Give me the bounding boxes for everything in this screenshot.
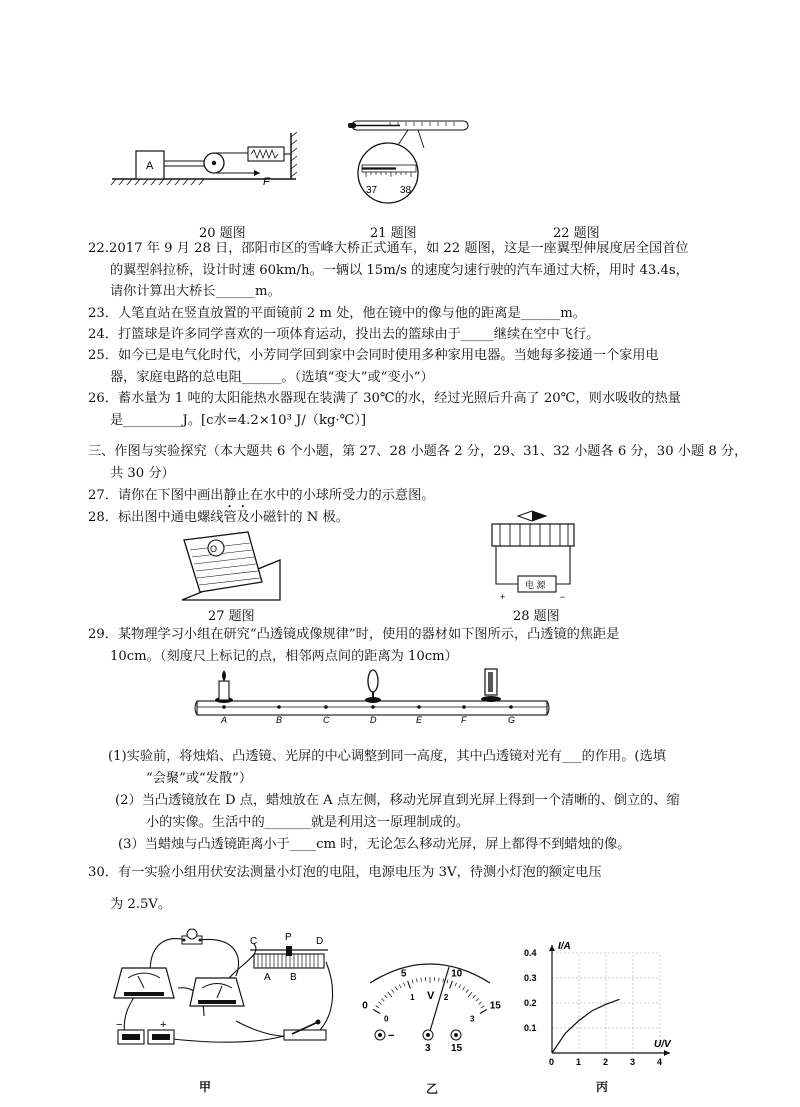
q29-sub2-line2: 小的实像。生活中的_______就是利用这一原理制成的。 — [146, 815, 470, 830]
terminal-c: C — [250, 936, 258, 947]
thermo-37-label: 37 — [366, 185, 378, 196]
dial-tick — [466, 989, 468, 992]
x-tick-label: 4 — [657, 1057, 663, 1065]
q29-line2: 10cm。（刻度尺上标记的点，相邻两点间的距离为 10cm） — [110, 649, 458, 664]
y-tick-label: 0.2 — [524, 998, 537, 1008]
terminal-a: A — [264, 972, 271, 983]
solenoid — [492, 524, 574, 546]
dial-tick — [463, 987, 465, 990]
dial-tick — [479, 1002, 482, 1004]
candle — [215, 670, 233, 703]
dial-outer-label: 5 — [400, 968, 407, 980]
dial-tick — [473, 995, 476, 998]
convex-lens — [365, 670, 381, 703]
section3-heading: 三、作图与实验探究（本大题共 6 个小题，第 27、28 小题各 2 分，29、31、32 小题各 6 分，30 小题 8 分， — [88, 444, 748, 459]
fig-bing-graph — [520, 935, 690, 1065]
q30-line2: 为 2.5V。 — [110, 897, 172, 912]
y-tick-label: 0.4 — [524, 948, 537, 958]
dial-tick — [388, 992, 392, 997]
rail-label-d: D — [370, 715, 377, 725]
emphasis-static: 静止 — [223, 488, 250, 503]
term-3: 3 — [425, 1043, 431, 1054]
caption-bing: 丙 — [596, 1080, 609, 1094]
q29-line1: 29．某物理学习小组在研究“凸透镜成像规律”时，使用的器材如下图所示，凸透镜的焦距是 — [88, 627, 620, 642]
dial-tick — [421, 978, 422, 982]
rail-label-f: F — [461, 715, 467, 725]
q24-text: 24．打篮球是许多同学喜欢的一项体育运动，投出去的篮球由于_____继续在空中飞行。 — [88, 327, 600, 342]
dial-tick — [481, 1006, 484, 1008]
fig27-diagram — [182, 532, 280, 600]
caption-fig22: 22 题图 — [553, 226, 600, 241]
q26-line2: 是_________J。[c水=4.2×10³ J/（kg·℃）] — [110, 413, 367, 428]
box-a-label: A — [146, 160, 154, 172]
caption-fig21: 21 题图 — [370, 226, 417, 241]
dial-tick — [416, 978, 417, 982]
rail-label-g: G — [508, 715, 516, 725]
rail-point-g — [509, 705, 513, 709]
y-tick-label: 0.3 — [524, 973, 537, 983]
dial-tick — [439, 978, 440, 982]
rail-point-a — [222, 705, 226, 709]
rail-label-b: B — [276, 715, 283, 725]
caption-fig28: 28 题图 — [513, 609, 560, 624]
x-tick-label: 2 — [603, 1057, 609, 1065]
voltmeter — [190, 978, 244, 1006]
bulb — [182, 929, 202, 944]
plus-terminal: + — [500, 592, 506, 602]
dial-tick — [455, 983, 457, 987]
x-axis-label: U/V — [654, 1039, 671, 1050]
dial-inner-label: 3 — [470, 1014, 475, 1024]
caption-yi: 乙 — [426, 1082, 439, 1096]
q29-sub3: (3）当蜡烛与凸透镜距离小于____cm 时，无论怎么移动光屏，屏上都得不到蜡烛的像。 — [118, 837, 631, 852]
q27-text: 27．请你在下图中画出静止在水中的小球所受力的示意图。 — [88, 488, 435, 503]
dial-inner-label: 1 — [410, 992, 415, 1002]
rail-point-f — [462, 705, 466, 709]
force-f-label: F — [263, 176, 270, 188]
q22-line2: 的翼型斜拉桥，设计时速 60km/h。一辆以 15m/s 的速度匀速行驶的汽车通过大桥，用时 43.4s， — [110, 263, 689, 278]
rail-label-c: C — [323, 715, 330, 725]
dial-tick — [381, 998, 384, 1001]
caption-jia: 甲 — [199, 1080, 212, 1094]
x-tick-label: 3 — [630, 1057, 636, 1065]
dial-tick — [403, 983, 405, 987]
ammeter — [114, 968, 174, 998]
term-minus: − — [388, 1030, 395, 1042]
dial-tick — [447, 980, 448, 984]
series-line-0 — [552, 999, 620, 1053]
q29-sub1-line2: “会聚”或“发散”） — [146, 771, 253, 786]
dial-tick — [385, 995, 388, 998]
power-supply-label: 电 源 — [525, 580, 546, 590]
dial-tick — [408, 981, 411, 989]
rail-point-e — [417, 705, 421, 709]
y-axis-label: I/A — [558, 941, 571, 952]
dial-inner-label: 2 — [443, 992, 449, 1002]
thermo-38-label: 38 — [400, 185, 412, 196]
dial-unit: V — [427, 990, 435, 1002]
dial-tick — [450, 981, 453, 989]
figures-row1 — [100, 115, 720, 215]
dial-inner-label: 0 — [383, 1014, 389, 1024]
rail-label-a: A — [221, 715, 228, 725]
dial-tick — [392, 989, 394, 992]
q29-sub1-line1: (1)实验前，将烛焰、凸透镜、光屏的中心调整到同一高度，其中凸透镜对光有___的作用。(选填 — [108, 749, 666, 764]
term-15: 15 — [451, 1043, 463, 1054]
water-container — [184, 532, 262, 592]
dial-outer-label: 10 — [451, 968, 463, 980]
caption-fig27: 27 题图 — [208, 609, 255, 624]
dial-tick — [412, 980, 413, 984]
terminal-d: D — [316, 936, 324, 947]
switch — [284, 1020, 326, 1041]
ball-o-label: O — [210, 544, 218, 554]
q23-text: 23．人笔直站在竖直放置的平面镜前 2 m 处，他在镜中的像与他的距离是______m。 — [88, 306, 586, 321]
dial-tick — [443, 978, 444, 982]
y-tick-label: 0.1 — [524, 1023, 537, 1033]
section3-heading-cont: 共 30 分） — [110, 466, 175, 481]
dial-outer-label: 15 — [489, 1000, 501, 1012]
q25-line1: 25．如今已是电气化时代，小芳同学回到家中会同时使用多种家用电器。当她每多接通一个家用电 — [88, 348, 659, 363]
dial-tick — [480, 1009, 487, 1013]
q22-line1: 22.2017 年 9 月 28 日，邵阳市区的雪峰大桥正式通车，如 22 题图，这是一座翼型伸展度居全国首位 — [88, 241, 689, 256]
rail-point-d — [371, 705, 375, 709]
terminal-b: B — [290, 972, 297, 983]
rheostat — [250, 946, 328, 968]
caption-fig20: 20 题图 — [199, 226, 246, 241]
fig-jia-circuit — [104, 926, 344, 1076]
dial-tick — [399, 985, 401, 989]
x-tick-label: 1 — [576, 1057, 582, 1065]
battery — [118, 1030, 174, 1044]
rail-label-e: E — [416, 715, 423, 725]
rail-point-c — [324, 705, 328, 709]
dial-tick — [476, 998, 479, 1001]
dial-tick — [378, 1002, 381, 1004]
dial-tick — [468, 992, 472, 997]
dial-outer-label: 0 — [362, 1000, 368, 1012]
q28-text: 28．标出图中通电螺线管及小磁针的 N 极。 — [88, 510, 349, 525]
x-tick-label: 0 — [549, 1057, 555, 1065]
q25-line2: 器，家庭电路的总电阻______。（选填“变大”或“变小”） — [110, 370, 434, 385]
q30-line1: 30．有一实验小组用伏安法测量小灯泡的电阻，电源电压为 3V，待测小灯泡的额定电压 — [88, 865, 602, 880]
battery-minus: − — [116, 1019, 123, 1031]
dial-tick — [376, 1006, 379, 1008]
battery-plus: + — [160, 1019, 167, 1031]
rail-point-b — [277, 705, 281, 709]
light-screen — [481, 669, 501, 702]
dial-tick — [395, 987, 397, 990]
q29-sub2-line1: (2）当凸透镜放在 D 点，蜡烛放在 A 点左侧，移动光屏直到光屏上得到一个清晰的、倒立的、缩 — [115, 793, 680, 808]
optical-bench — [193, 665, 553, 727]
fig-yi-voltmeter — [350, 935, 510, 1065]
minus-terminal: − — [560, 592, 566, 602]
terminal-p: P — [285, 932, 292, 943]
q22-line3: 请你计算出大桥长______m。 — [110, 284, 281, 299]
figures-row2 — [170, 510, 610, 605]
dial-tick — [459, 985, 461, 989]
dial-tick — [373, 1009, 380, 1013]
q26-line1: 26．蓄水量为 1 吨的太阳能热水器现在装满了 30℃的水，经过光照后升高了 20℃，则水吸收的热量 — [88, 391, 681, 406]
